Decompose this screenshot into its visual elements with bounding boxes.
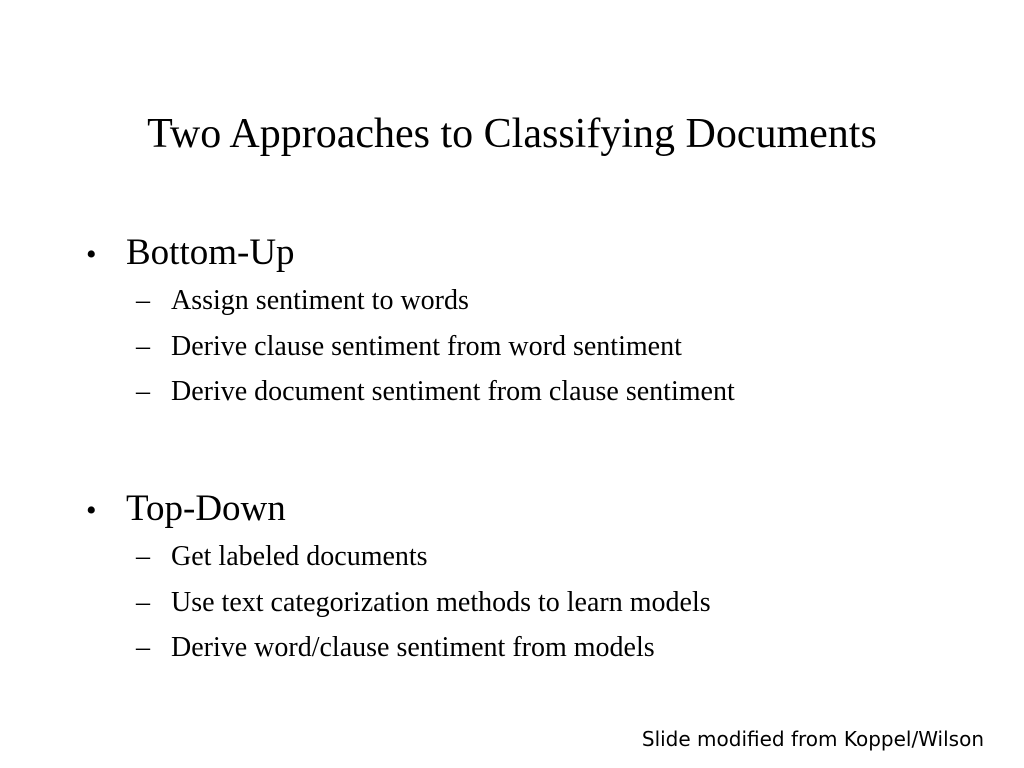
list-item [86, 534, 711, 580]
dash-icon: – [136, 586, 150, 618]
bullet-heading-row [86, 484, 711, 534]
bullet-heading-row [86, 228, 735, 278]
sub-bullet-list [86, 278, 735, 415]
list-item-text: Derive word/clause sentiment from models [171, 632, 655, 663]
list-item [86, 580, 711, 626]
slide-footer-credit: Slide modified from Koppel/Wilson [641, 727, 984, 751]
dash-icon: – [136, 376, 150, 407]
section-top-down [86, 484, 711, 671]
bullet-heading: Bottom-Up [126, 232, 295, 273]
section-bottom-up [86, 228, 735, 415]
list-item [86, 369, 735, 415]
list-item-text: Derive document sentiment from clause sentiment [171, 376, 735, 407]
dash-icon: – [136, 541, 150, 572]
list-item-text: Derive clause sentiment from word sentiment [171, 330, 682, 362]
dash-icon: – [136, 285, 150, 316]
list-item-text: Use text categorization methods to learn models [171, 586, 711, 618]
slide-title: Two Approaches to Classifying Documents [147, 111, 877, 157]
dash-icon: – [136, 632, 150, 663]
list-item [86, 278, 735, 324]
dash-icon: – [136, 330, 150, 362]
list-item [86, 324, 735, 370]
bullet-icon: • [86, 238, 97, 271]
list-item [86, 625, 711, 671]
bullet-icon: • [86, 494, 97, 527]
sub-bullet-list [86, 534, 711, 671]
list-item-text: Get labeled documents [171, 541, 428, 572]
list-item-text: Assign sentiment to words [171, 285, 469, 316]
bullet-heading: Top-Down [126, 488, 286, 529]
